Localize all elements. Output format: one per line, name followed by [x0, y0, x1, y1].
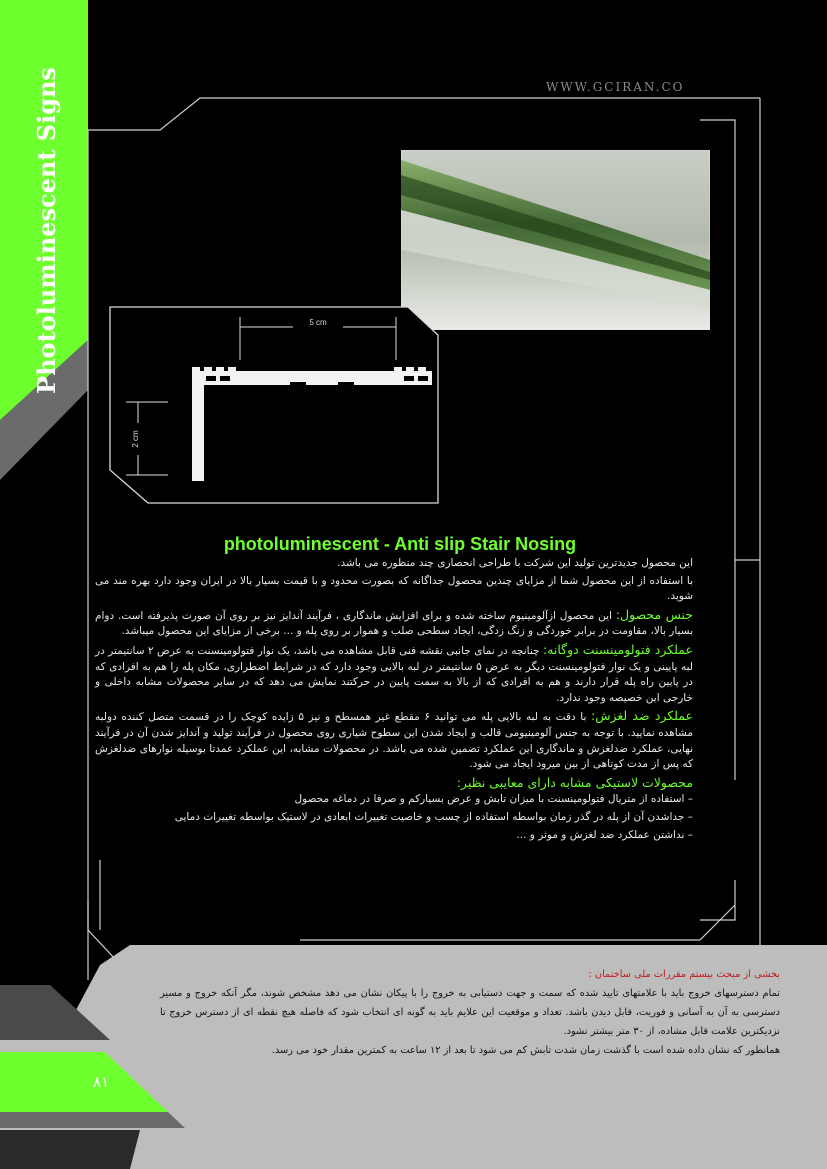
list-item: – نداشتن عملکرد ضد لغزش و موثر و ... — [516, 828, 693, 841]
section-material — [95, 607, 693, 640]
footer-heading: بخشی از مبحث بیستم مقررات ملی ساختمان : — [588, 969, 780, 980]
page-number: ۸۱ — [92, 1073, 110, 1091]
section-anti-slip — [95, 708, 693, 772]
section-heading: عملکرد ضد لغزش: — [591, 708, 694, 724]
product-title: photoluminescent - Anti slip Stair Nosing — [223, 534, 577, 554]
diagram-frame — [110, 307, 438, 503]
section-heading: عملکرد فتولومینسنت دوگانه: — [542, 641, 693, 657]
section-text: با دقت به لبه بالایی پله می توانید ۶ مقطع غیر همسطح و نیز ۵ زایده کوچک را در قسمت متصل کننده دولبه مشاهده نمایید. با توجه به جنس آلومینیومی قالب و ایجاد شدن این سطوح شیاری روی محصول در فرآیند تولید و آندایز شدن آن در فرآیند نهایی، عملکرد ضدلغزش و ماندگاری این عملکرد تضمین شده می باشد. در محصولات مشابه، این عملکرد عمدتا بوسیله نوارهای ضدلغزش که پس از مدت کوتاهی از بین میرود ایجاد می شود. — [95, 711, 693, 771]
footer-paragraph: تمام دسترسهای خروج باید با علامتهای تایید شده که سمت و جهت دستیابی به خروج را با پیکان نشان می دهد مشخص شوند، مگر آنکه خروج و مسیر دسترسی به آن به آسانی و فوریت، قابل دیدن باشد. تعداد و موقعیت این علایم باید به گونه ای انتخاب شود که فاصله هیچ نقطه ای از دسترس خروج تا نزدیکترین علامت قابل مشاده، از ۳۰ متر بیشتر نشود. — [160, 988, 780, 1037]
section-dual-photoluminescent — [95, 642, 693, 706]
section-heading: جنس محصول: — [615, 606, 694, 622]
footer-dark-bottom — [0, 1130, 140, 1169]
section-text: چنانچه در نمای جانبی نقشه فنی قابل مشاهده می باشد، یک نوار فتولومینسنت به عرض ۲ سانتیمتر در لبه پایینی و یک نوار فتولومینسنت دیگر به عرض ۵ سانتیمتر در لبه بالایی وجود دارد که در شرایط اضطراری، مکان پله را هم به افرادی که در پایین راه پله قرار دارند و هم به افرادی که از بالا به سمت پایین در حرکتند نمایش می دهد که در سایر محصولات مشابه داخلی و خارجی این خصیصه وجود ندارد. — [95, 644, 693, 704]
section-text: این محصول ازآلومینیوم ساخته شده و برای افزایش ماندگاری ، فرآیند آندایز نیز بر روی آن صورت پذیرفته است. دوام بسیار بالا، مقاومت در برابر خوردگی و زنگ زدگی، ایجاد سطحی صلب و هموار بر روی پله و ... برخی از مزایای این محصول میباشد. — [95, 609, 693, 638]
page-number-tab-shadow — [0, 1112, 185, 1128]
list-item: – استفاده از متریال فتولومینسنت با میزان تابش و عرض بسیارکم و صرفا در دماغه محصول — [294, 793, 693, 806]
list-item: – جداشدن آن از پله در گذر زمان بواسطه استفاده از چسب و خاصیت تغییرات ابعادی در لاستیک بواسطه تغییرات دمایی — [174, 810, 693, 823]
intro-line-1: این محصول جدیدترین تولید این شرکت با طراحی انحصاری چند منظوره می باشد. — [337, 557, 693, 569]
footer-paragraph: همانطور که نشان داده شده است با گذشت زمان شدت تابش کم می شود تا بعد از ۱۲ ساعت به کمترین مقدار خود می رسد. — [271, 1045, 780, 1056]
height-dimension-label: 2 cm — [131, 430, 140, 448]
comparison-heading: محصولات لاستیکی مشابه دارای معایبی نظیر: — [456, 774, 693, 790]
side-title: Photoluminescent Signs — [31, 66, 61, 394]
product-description — [95, 556, 693, 845]
stair-nosing-diagram — [108, 305, 440, 505]
product-photo — [401, 150, 710, 330]
intro-line-2: با استفاده از این محصول شما از مزایای چندین محصول جداگانه که بصورت محدود و با قیمت بسیار بالا در ایران وجود دارد بهره مند می شوید. — [95, 574, 693, 603]
footer-regulation-note — [160, 965, 780, 1060]
width-dimension-label: 5 cm — [309, 318, 327, 327]
website-url: WWW.GCIRAN.CO — [546, 80, 685, 94]
